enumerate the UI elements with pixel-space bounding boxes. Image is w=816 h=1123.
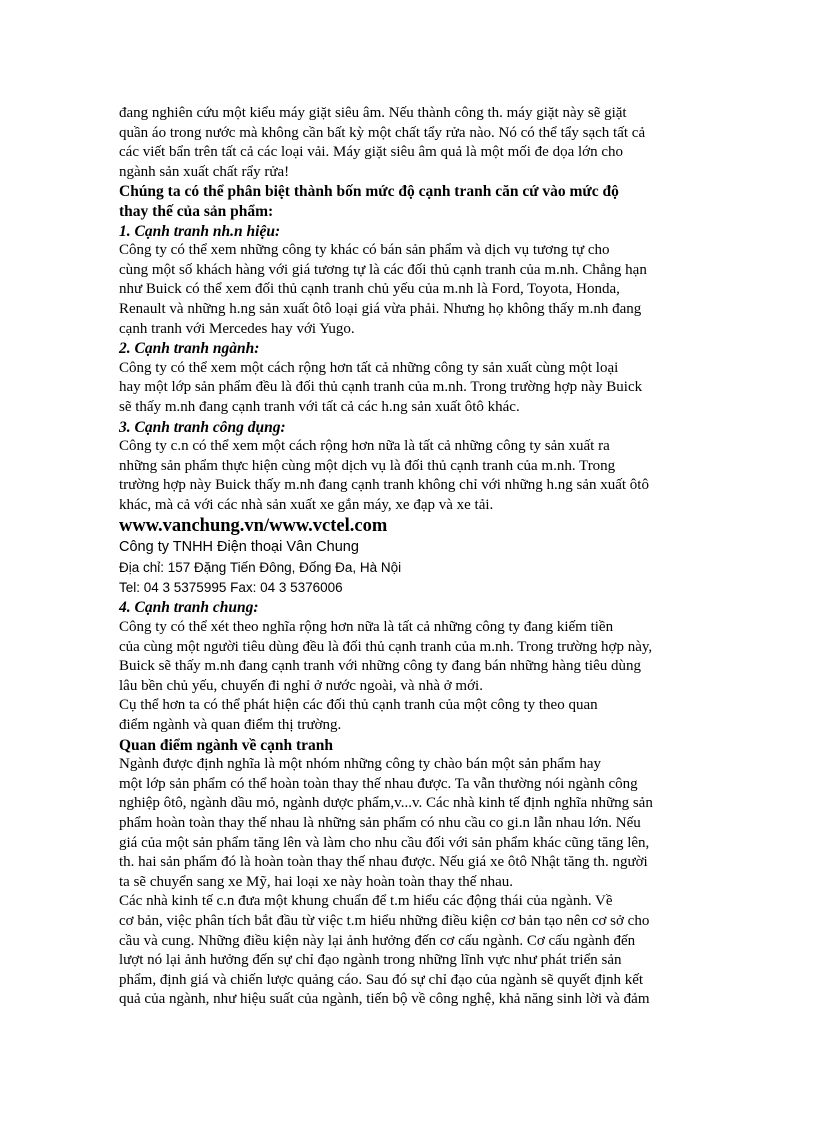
body-text-line: cơ bản, việc phân tích bắt đầu từ việc t.m hiểu những điều kiện cơ bản tạo nên cơ sở cho — [119, 912, 650, 929]
body-text-line: Buick sẽ thấy m.nh đang cạnh tranh với những công ty đang bán những hàng tiêu dùng — [119, 658, 642, 675]
body-text-line: Cụ thể hơn ta có thể phát hiện các đối thủ cạnh tranh của một công ty theo quan — [119, 697, 598, 714]
body-text-line: những sản phẩm thực hiện cùng một dịch vụ là đối thủ cạnh tranh của m.nh. Trong — [119, 457, 616, 474]
body-text-line: trường hợp này Buick thấy m.nh đang cạnh tranh không chỉ với những h.ng sản xuất ôtô — [119, 477, 649, 494]
section-heading: Quan điểm ngành về cạnh tranh — [119, 736, 334, 754]
body-text-line: Ngành được định nghĩa là một nhóm những công ty chào bán một sản phẩm hay — [119, 756, 602, 773]
company-name-text: Công ty TNHH Điện thoại Vân Chung — [119, 539, 359, 556]
subsection-heading: 1. Cạnh tranh nh.n hiệu: — [119, 222, 281, 240]
body-text-line: quần áo trong nước mà không cần bất kỳ một chất tẩy rửa nào. Nó có thể tẩy sạch tất cả — [119, 124, 646, 141]
body-text-line: ngành sản xuất chất rẩy rửa! — [119, 163, 290, 180]
body-text-line: Công ty có thể xem một cách rộng hơn tất cả những công ty sản xuất cùng một loại — [119, 359, 619, 376]
body-text-line: giá của một sản phẩm tăng lên và làm cho nhu cầu đối với sản phẩm khác cũng tăng lên, — [119, 834, 650, 851]
body-text-line: Công ty có thể xét theo nghĩa rộng hơn nữa là tất cả những công ty đang kiếm tiền — [119, 619, 614, 636]
body-text-line: như Buick có thể xem đối thủ cạnh tranh chủ yếu của m.nh là Ford, Toyota, Honda, — [119, 281, 620, 298]
body-text-line: khác, mà cả với các nhà sản xuất xe gắn máy, xe đạp và xe tải. — [119, 496, 494, 513]
document-page — [119, 104, 719, 1010]
body-text-line: th. hai sản phẩm đó là hoàn toàn thay thế nhau được. Nếu giá xe ôtô Nhật tăng th. người — [119, 854, 648, 871]
body-text-line: các viết bẩn trên tất cả các loại vải. Máy giặt siêu âm quả là một mối đe dọa lớn cho — [119, 144, 623, 161]
body-text-line: Renault và những h.ng sản xuất ôtô loại giá vừa phải. Nhưng họ không thấy m.nh đang — [119, 300, 642, 317]
body-text-line: lâu bền chủ yếu, chuyến đi nghỉ ở nước ngoài, và nhà ở mới. — [119, 677, 483, 694]
body-text-line: Công ty c.n có thể xem một cách rộng hơn nữa là tất cả những công ty sản xuất ra — [119, 438, 610, 455]
body-text-line: Các nhà kinh tế c.n đưa một khung chuẩn để t.m hiểu các động thái của ngành. Về — [119, 893, 613, 910]
contact-info-text: Địa chỉ: 157 Đặng Tiến Đông, Đống Đa, Hà Nội — [119, 560, 402, 576]
section-heading: thay thế của sản phẩm: — [119, 202, 274, 220]
body-text-line: cạnh tranh với Mercedes hay với Yugo. — [119, 320, 355, 337]
body-text-line: sẽ thấy m.nh đang cạnh tranh với tất cả các h.ng sản xuất ôtô khác. — [119, 398, 520, 415]
body-text-line: của cùng một người tiêu dùng đều là đối thủ cạnh tranh của m.nh. Trong trường hợp này, — [119, 638, 653, 655]
body-text-line: một lớp sản phẩm có thể hoàn toàn thay thế nhau được. Ta vẫn thường nói ngành công — [119, 775, 638, 792]
subsection-heading: 2. Cạnh tranh ngành: — [119, 340, 260, 358]
website-link-text: www.vanchung.vn/www.vctel.com — [119, 516, 388, 537]
body-text-line: quả của ngành, như hiệu suất của ngành, tiến bộ về công nghệ, khả năng sinh lời và đảm — [119, 991, 650, 1008]
body-text-line: cùng một số khách hàng với giá tương tự là các đối thủ cạnh tranh của m.nh. Chẳng hạn — [119, 261, 647, 278]
subsection-heading: 4. Cạnh tranh chung: — [119, 599, 259, 617]
body-text-line: đang nghiên cứu một kiểu máy giặt siêu âm. Nếu thành công th. máy giặt này sẽ giặt — [119, 105, 627, 121]
contact-info-text: Tel: 04 3 5375995 Fax: 04 3 5376006 — [119, 580, 343, 596]
body-text-line: lượt nó lại ảnh hưởng đến sự chỉ đạo ngành trong những lĩnh vực như phát triển sản — [119, 952, 622, 969]
body-text-line: ta sẽ chuyển sang xe Mỹ, hai loại xe này hoàn toàn thay thế nhau. — [119, 873, 514, 890]
body-text-line: phẩm, định giá và chiến lược quảng cáo. Sau đó sự chỉ đạo của ngành sẽ quyết định kết — [119, 971, 644, 988]
body-text-line: điểm ngành và quan điểm thị trường. — [119, 717, 342, 734]
subsection-heading: 3. Cạnh tranh công dụng: — [119, 418, 286, 436]
body-text-line: nghiệp ôtô, ngành dầu mỏ, ngành dược phẩm,v...v. Các nhà kinh tế định nghĩa những sản — [119, 795, 653, 812]
body-text-line: phẩm hoàn toàn thay thế nhau là những sản phẩm có nhu cầu co gi.n lẫn nhau lớn. Nếu — [119, 815, 641, 831]
section-heading: Chúng ta có thể phân biệt thành bốn mức độ cạnh tranh căn cứ vào mức độ — [119, 183, 619, 201]
body-text-line: hay một lớp sản phẩm đều là đối thủ cạnh tranh của m.nh. Trong trường hợp này Buick — [119, 379, 643, 396]
body-text-line: Công ty có thể xem những công ty khác có bán sản phẩm và dịch vụ tương tự cho — [119, 242, 610, 259]
body-text-line: cầu và cung. Những điều kiện này lại ảnh hưởng đến cơ cấu ngành. Cơ cấu ngành đến — [119, 932, 636, 949]
